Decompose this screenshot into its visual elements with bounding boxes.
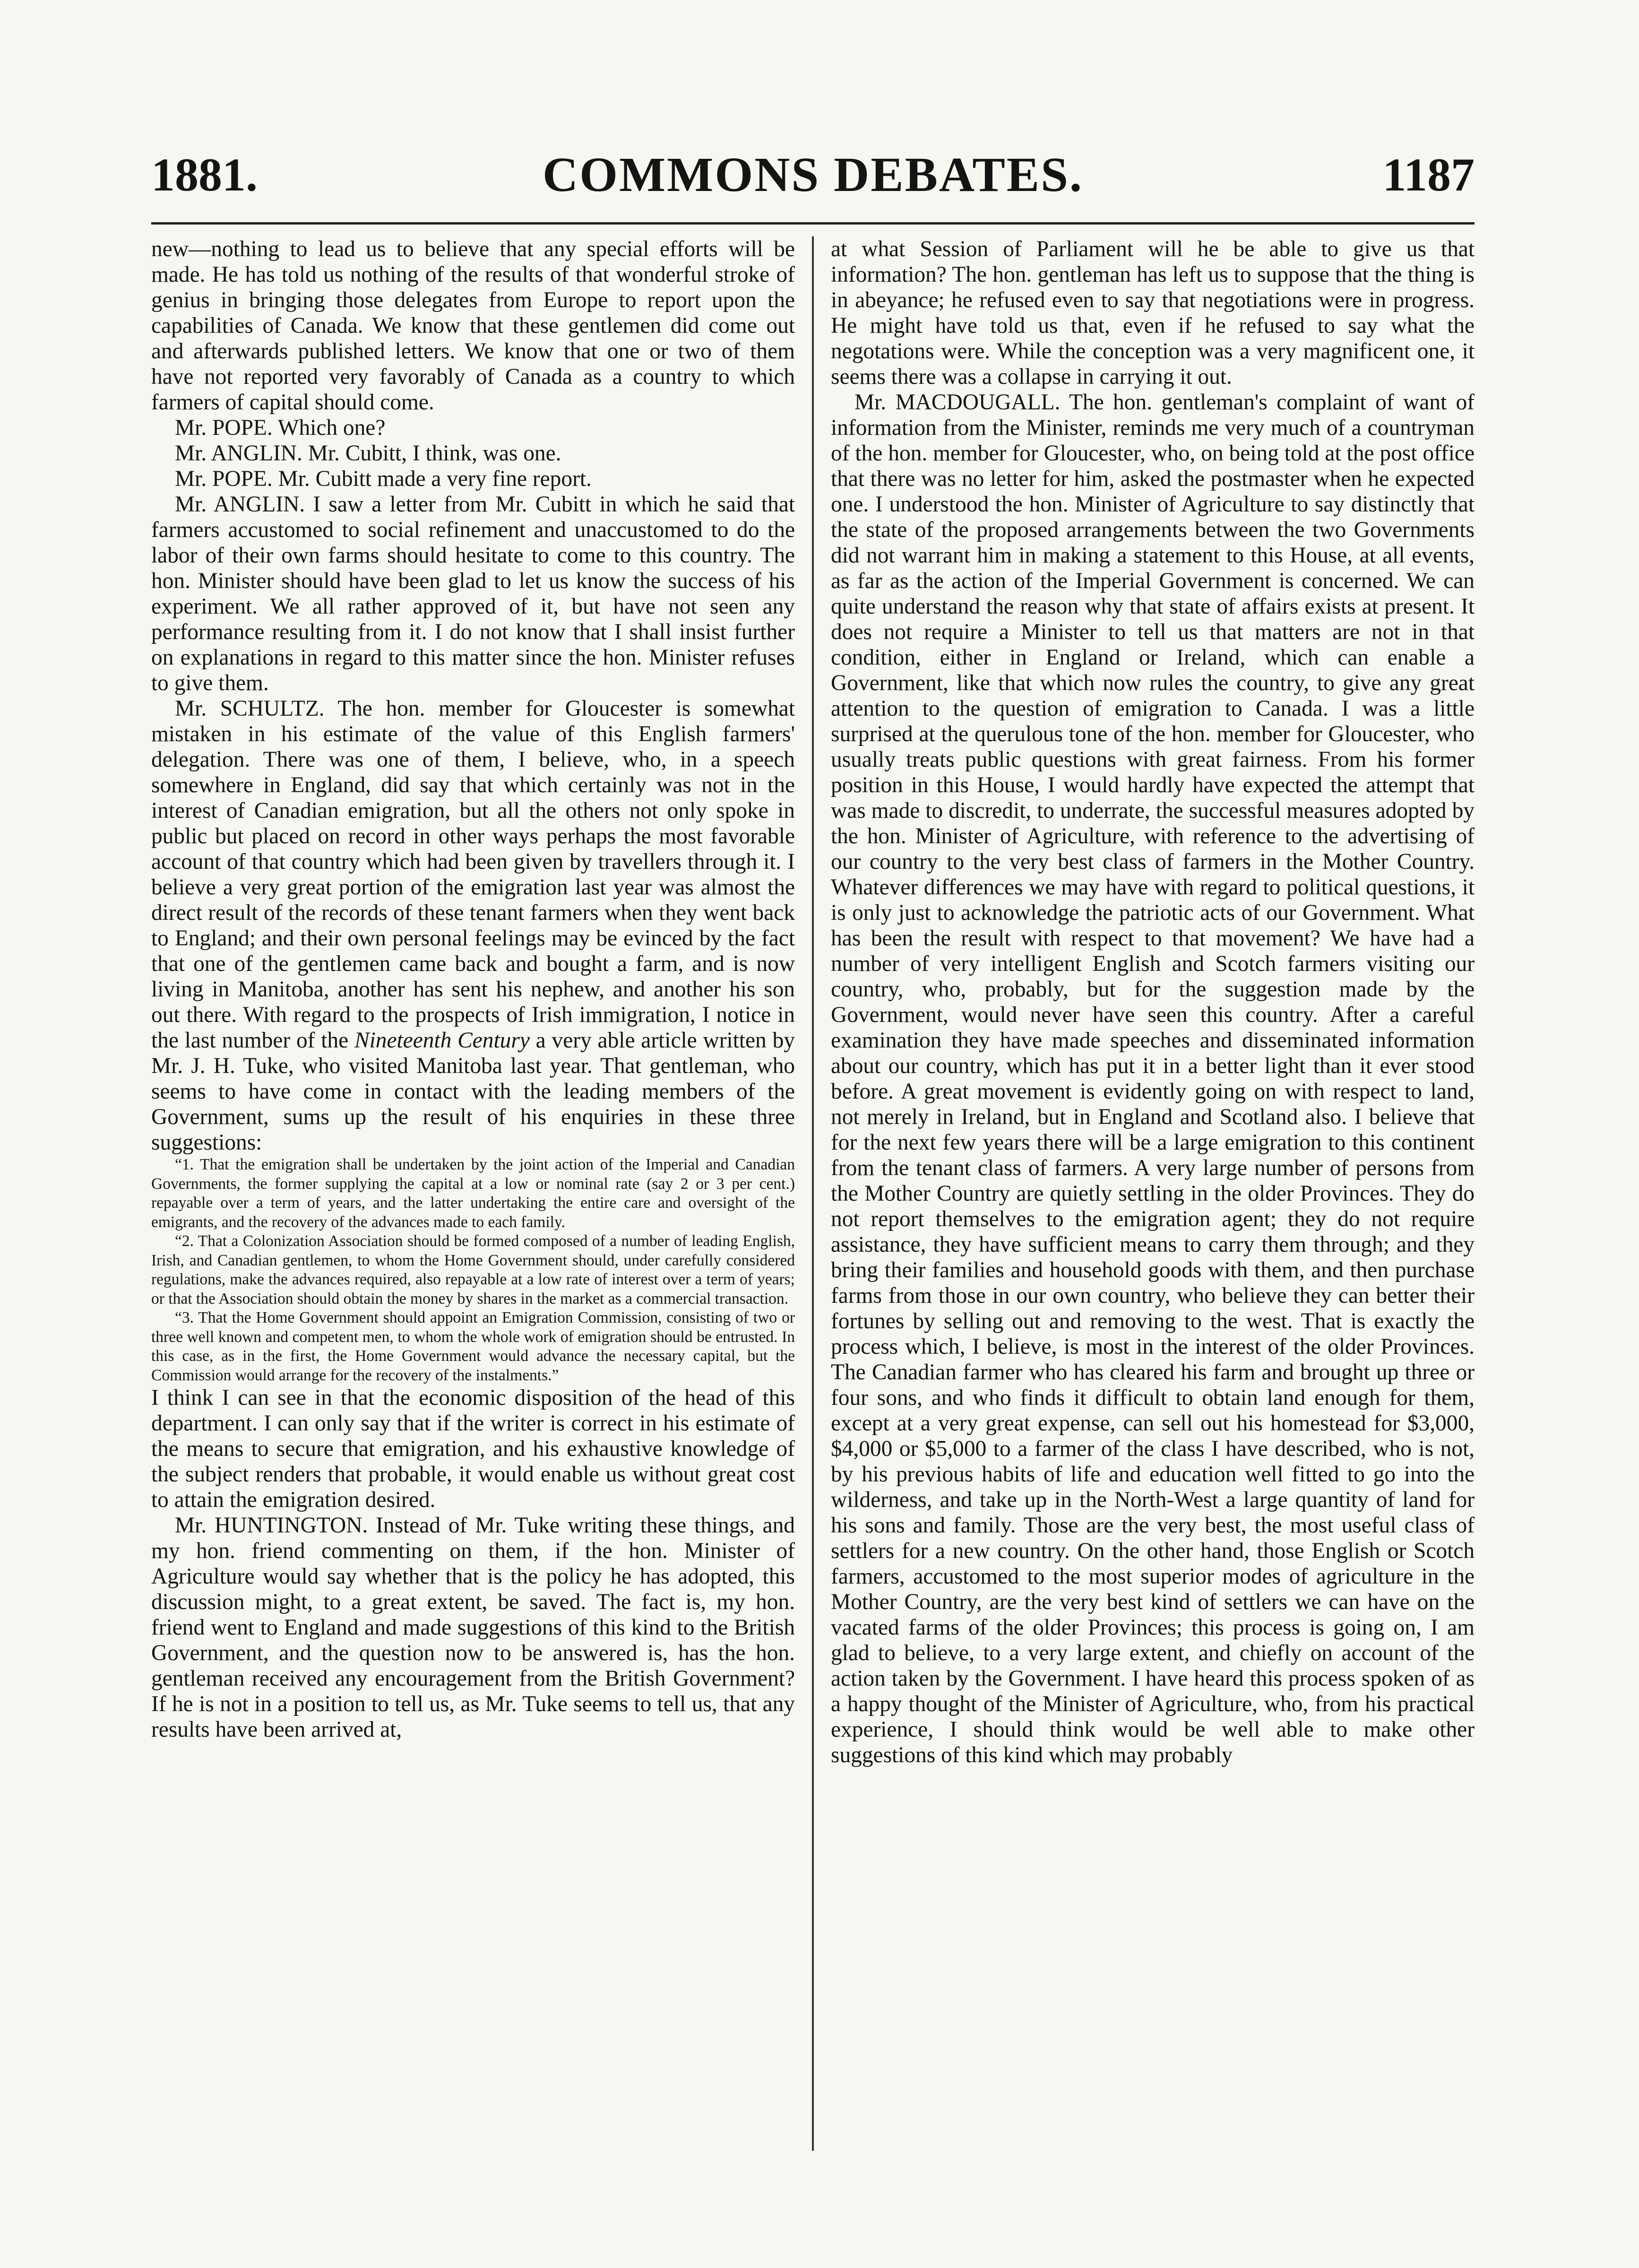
quotation-3: “3. That the Home Government should appoint an Emigration Commission, consisting of two or three well known and competent men, to whom the whole work of emigration should be entrusted. In this case, as in the first, the Home Government would advance the necessary capital, but the Commission would arrange for the recovery of the instalments.” [151, 1309, 795, 1384]
quotation-1: “1. That the emigration shall be undertaken by the joint action of the Imperial and Canadian Governments, the former supplying the capital at a low or nominal rate (say 2 or 3 per cent.) repayable over a term of years, and the latter undertaking the entire care and oversight of the emigrants, and the recovery of the advances made to each family. [151, 1156, 795, 1231]
page-header [151, 142, 1475, 208]
left-paragraph-7: I think I can see in that the economic disposition of the head of this department. I can only say that if the writer is correct in his estimate of the means to secure that emigration, and his exhaustive knowledge of the subject renders that probable, it would enable us without great cost to attain the emigration desired. [151, 1385, 795, 1512]
right-paragraph-1: at what Session of Parliament will he be able to give us that information? The hon. gentleman has left us to suppose that the thing is in abeyance; he refused even to say that negotiations were in progress. He might have told us that, even if he refused to say what the negotations were. While the conception was a very magnificent one, it seems there was a collapse in carrying it out. [831, 237, 1475, 389]
left-paragraph-3: Mr. ANGLIN. Mr. Cubitt, I think, was one. [175, 441, 561, 466]
header-year: 1881. [151, 148, 258, 201]
left-paragraph-8: Mr. HUNTINGTON. Instead of Mr. Tuke writing these things, and my hon. friend commenting on them, if the hon. Minister of Agriculture would say whether that is the policy he has adopted, this discussion might, to a great extent, be saved. The fact is, my hon. friend went to England and made suggestions of this kind to the British Government, and the question now to be answered is, has the hon. gentleman received any encouragement from the British Government? If he is not in a position to tell us, as Mr. Tuke seems to tell us, that any results have been arrived at, [151, 1513, 795, 1742]
left-paragraph-2: Mr. POPE. Which one? [175, 416, 386, 440]
column-divider [812, 236, 814, 2151]
left-column [151, 236, 795, 1742]
left-paragraph-4: Mr. POPE. Mr. Cubitt made a very fine report. [175, 467, 592, 491]
quotation-2: “2. That a Colonization Association should be formed composed of a number of leading English, Irish, and Canadian gentlemen, to whom the Home Government should, under carefully considered regulations, make the advances required, also repayable at a low rate of interest over a term of years; or that the Association should obtain the money by shares in the market as a commercial transaction. [151, 1232, 795, 1307]
header-rule [151, 222, 1475, 225]
left-paragraph-6-part-b: a very able article written by Mr. J. H. Tuke, who visited Manitoba last year. That gentleman, who seems to have come in contact with the leading members of the Government, sums up the result of his enquiries in these three suggestions: [151, 1028, 795, 1155]
header-page-number: 1187 [1382, 148, 1475, 201]
left-paragraph-6 [151, 696, 795, 1155]
right-column [831, 236, 1475, 1768]
publication-title: Nineteenth Century [354, 1028, 530, 1053]
header-title: COMMONS DEBATES. [543, 147, 1083, 202]
right-paragraph-2: Mr. MACDOUGALL. The hon. gentleman's complaint of want of information from the Minister, reminds me very much of a countryman of the hon. member for Gloucester, who, on being told at the post office that there was no letter for him, asked the postmaster when he expected one. I understood the hon. Minister of Agriculture to say distinctly that the state of the proposed arrangements between the two Governments did not warrant him in making a statement to this House, at all events, as far as the action of the Imperial Government is concerned. We can quite understand the reason why that state of affairs exists at present. It does not require a Minister to tell us that matters are not in that condition, either in England or Ireland, which can enable a Government, like that which now rules the country, to give any great attention to the question of emigration to Canada. I was a little surprised at the querulous tone of the hon. member for Gloucester, who usually treats public questions with great fairness. From his former position in this House, I would hardly have expected the attempt that was made to discredit, to underrate, the successful measures adopted by the hon. Minister of Agriculture, with reference to the advertising of our country to the very best class of farmers in the Mother Country. Whatever differences we may have with regard to political questions, it is only just to acknowledge the patriotic acts of our Government. What has been the result with respect to that movement? We have had a number of very intelligent English and Scotch farmers visiting our country, who, probably, but for the suggestion made by the Government, would never have seen this country. After a careful examination they have made speeches and disseminated information about our country, which has put it in a better light than it ever stood before. A great movement is evidently going on with respect to land, not merely in Ireland, but in England and Scotland also. I believe that for the next few years there will be a large emigration to this continent from the tenant class of farmers. A very large number of persons from the Mother Country are quietly settling in the older Provinces. They do not report themselves to the emigration agent; they do not require assistance, they have sufficient means to carry them through; and they bring their families and household goods with them, and then purchase farms from those in our own country, who believe they can better their fortunes by selling out and removing to the west. That is exactly the process which, I believe, is most in the interest of the older Provinces. The Canadian farmer who has cleared his farm and brought up three or four sons, and who finds it difficult to obtain land enough for them, except at a very great expense, can sell out his homestead for $3,000, $4,000 or $5,000 to a farmer of the class I have described, who is not, by his previous habits of life and education well fitted to go into the wilderness, and take up in the North-West a large quantity of land for his sons and family. Those are the very best, the most useful class of settlers for a new country. On the other hand, those English or Scotch farmers, accustomed to the most superior modes of agriculture in the Mother Country, are the very best kind of settlers we can have on the vacated farms of the older Provinces; this process is going on, I am glad to believe, to a very large extent, and chiefly on account of the action taken by the Government. I have heard this process spoken of as a happy thought of the Minister of Agriculture, who, from his practical experience, I should think would be well able to make other suggestions of this kind which may probably [831, 390, 1475, 1767]
left-paragraph-1: new—nothing to lead us to believe that any special efforts will be made. He has told us nothing of the results of that wonderful stroke of genius in bringing those delegates from Europe to report upon the capabilities of Canada. We know that these gentlemen did come out and afterwards published letters. We know that one or two of them have not reported very favorably of Canada as a country to which farmers of capital should come. [151, 237, 795, 415]
left-paragraph-6-part-a: Mr. SCHULTZ. The hon. member for Gloucester is somewhat mistaken in his estimate of the value of this English farmers' delegation. There was one of them, I believe, who, in a speech somewhere in England, did say that which certainly was not in the interest of Canadian emigration, but all the others not only spoke in public but placed on record in other ways perhaps the most favorable account of that country which had been given by travellers through it. I believe a very great portion of the emigration last year was almost the direct result of the records of these tenant farmers when they went back to England; and their own personal feelings may be evinced by the fact that one of the gentlemen came back and bought a farm, and is now living in Manitoba, another has sent his nephew, and another his son out there. With regard to the prospects of Irish immigration, I notice in the last number of the [151, 696, 795, 1053]
left-paragraph-5: Mr. ANGLIN. I saw a letter from Mr. Cubitt in which he said that farmers accustomed to social refinement and unaccustomed to do the labor of their own farms should hesitate to come to this country. The hon. Minister should have been glad to let us know the success of his experiment. We all rather approved of it, but have not seen any performance resulting from it. I do not know that I shall insist further on explanations in regard to this matter since the hon. Minister refuses to give them. [151, 492, 795, 695]
